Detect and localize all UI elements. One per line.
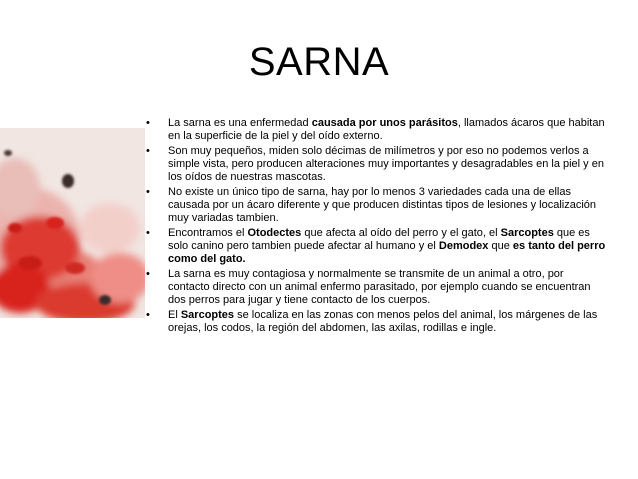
bullet-item	[145, 227, 607, 266]
bullet-text-bold: Sarcoptes	[180, 309, 235, 321]
bullet-text: , llamados ácaros que habitan en la superficie de la piel y del oído externo.	[168, 117, 605, 142]
skin-lesion-photo	[0, 128, 150, 318]
slide-title: SARNA	[248, 40, 390, 84]
bullet-text-bold: causada por unos parásitos	[311, 117, 458, 129]
bullet-text: El	[168, 309, 181, 321]
bullet-text: se localiza en las zonas con menos pelos del animal, los márgenes de las orejas, los codos, la región del abdomen, las axilas, rodillas e ingle.	[168, 309, 598, 334]
bullet-marker: •	[146, 227, 150, 239]
bullet-text: que afecta al oído del perro y el gato, el	[301, 227, 501, 239]
bullet-marker: •	[146, 145, 150, 157]
bullet-item	[145, 268, 607, 307]
bullet-marker: •	[146, 186, 150, 198]
bullet-item	[145, 309, 607, 335]
bullet-text-bold: es tanto del perro como del gato.	[168, 240, 606, 265]
bullet-item	[145, 145, 607, 184]
bullet-item	[145, 117, 607, 143]
bullet-text: Encontramos el	[168, 227, 248, 239]
bullet-text-bold: Demodex	[438, 240, 489, 252]
bullet-marker: •	[146, 268, 150, 280]
bullet-text: La sarna es muy contagiosa y normalmente se transmite de un animal a otro, por contacto directo con un animal enfermo parasitado, por ejemplo cuando se encuentran dos perros para jugar y tiene contacto de los cuerpos.	[168, 268, 591, 306]
bullet-text-bold: Sarcoptes	[500, 227, 554, 239]
bullet-text: La sarna es una enfermedad	[168, 117, 312, 129]
bullet-list	[145, 117, 607, 337]
bullet-marker: •	[146, 117, 150, 129]
bullet-item	[145, 186, 607, 225]
bullet-marker: •	[146, 309, 150, 321]
bullet-text: No existe un único tipo de sarna, hay por lo menos 3 variedades cada una de ellas causada por un ácaro diferente y que producen distintas tipos de lesiones y localización muy variadas tambien.	[168, 186, 597, 224]
bullet-text-bold: Otodectes	[247, 227, 302, 239]
bullet-text: que es solo canino pero tambien puede afectar al humano y el	[168, 227, 590, 252]
bullet-text: que	[488, 240, 513, 252]
bullet-text: Son muy pequeños, miden solo décimas de milímetros y por eso no podemos verlos a simple vista, pero producen alteraciones muy importantes y desagradables en la piel y en los oídos de nuestras mascotas.	[168, 145, 604, 183]
